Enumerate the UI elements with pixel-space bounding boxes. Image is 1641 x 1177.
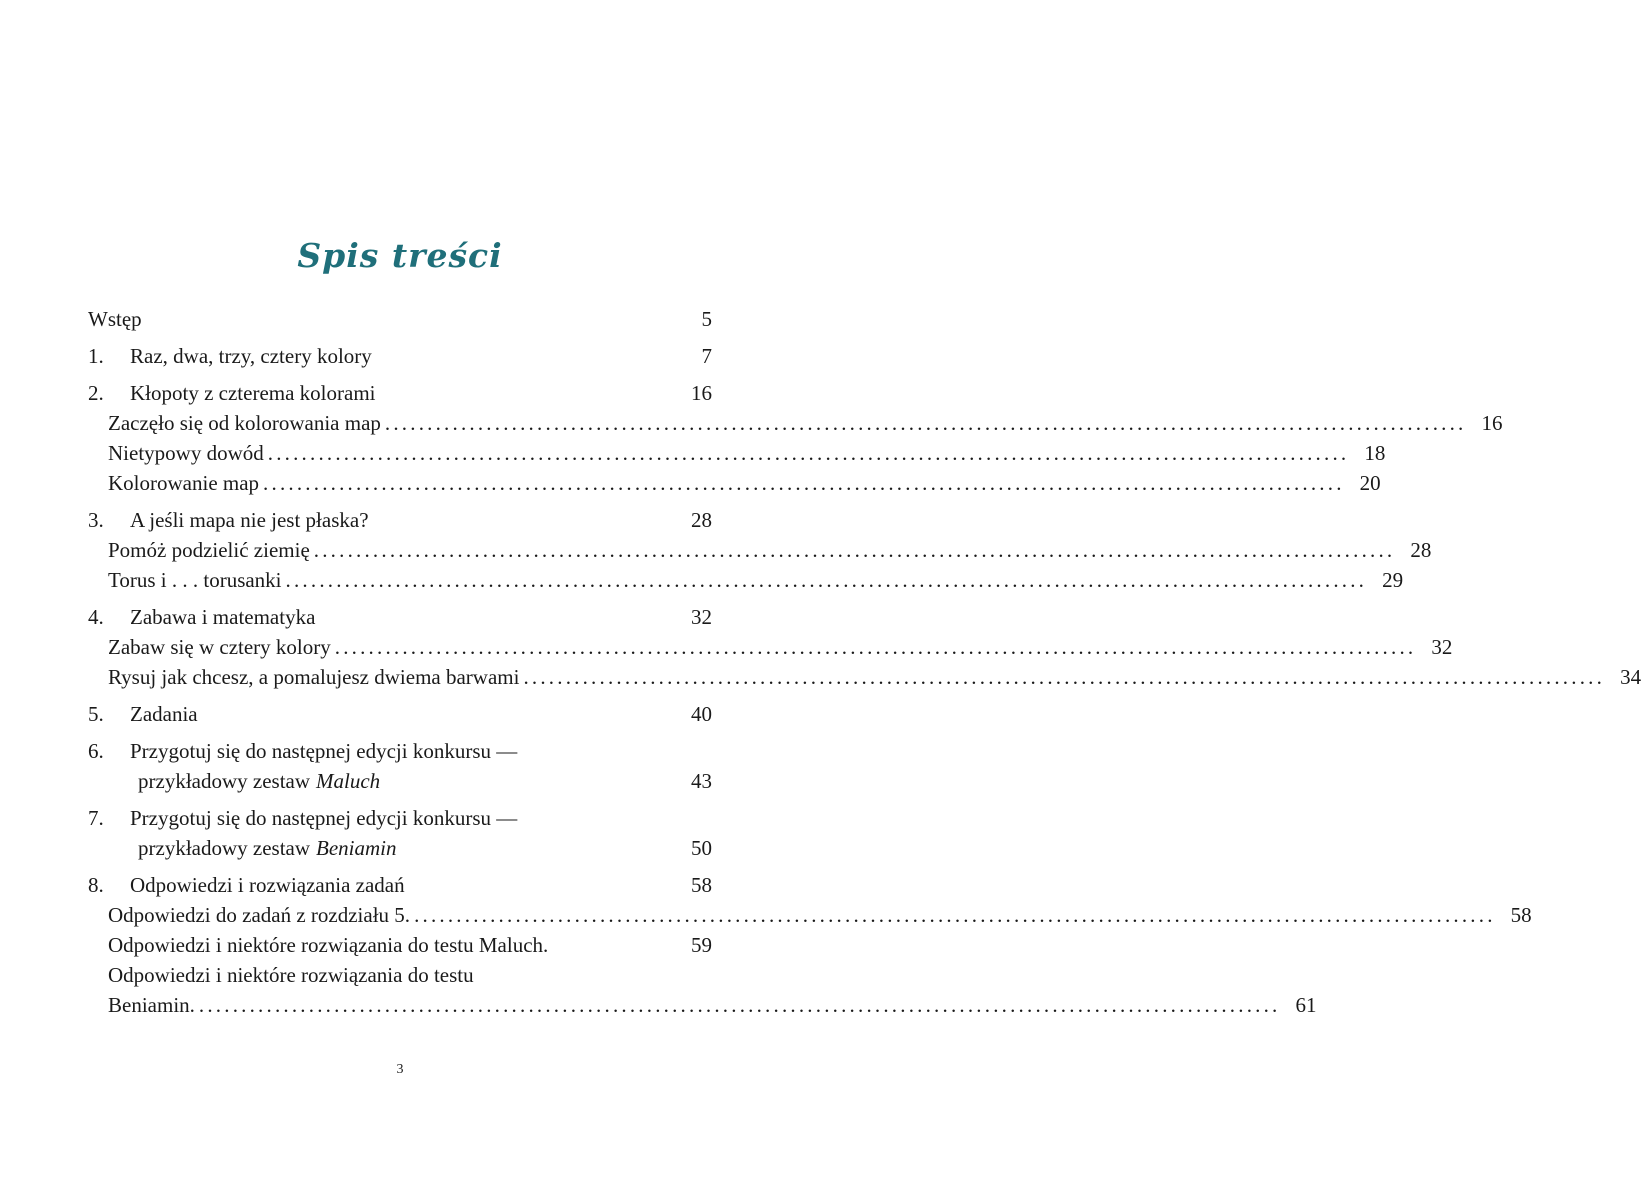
toc-entry-chapter-3 — [88, 505, 1432, 595]
toc-subentry[interactable] — [88, 930, 712, 960]
toc-page-number: 59 — [691, 933, 712, 957]
toc-subentry-label-continued: Beniamin. — [108, 993, 195, 1017]
toc-entry-label: Zabawa i matematyka — [130, 605, 316, 629]
toc-chapter-number: 8. — [88, 873, 104, 897]
toc-entry-introduction[interactable] — [88, 304, 712, 334]
toc-entry-chapter-6[interactable] — [88, 736, 712, 796]
toc-subentry-continued[interactable] — [88, 990, 1317, 1020]
toc-chapter-line[interactable] — [88, 505, 712, 535]
dot-leader: ................................................................................................................................ — [285, 568, 1368, 592]
toc-entry-chapter-4 — [88, 602, 1641, 692]
toc-subentry-label: Odpowiedzi i niektóre rozwiązania do testu Maluch. — [108, 933, 549, 957]
toc-subentry[interactable] — [88, 565, 1404, 595]
toc-subentry[interactable] — [88, 468, 1381, 498]
toc-page-number: 32 — [691, 605, 712, 629]
toc-page-number: 61 — [1295, 993, 1317, 1017]
toc-chapter-number: 6. — [88, 739, 104, 763]
toc-chapter-number: 4. — [88, 605, 104, 629]
toc-page-number: 34 — [1620, 665, 1641, 689]
toc-subentry[interactable] — [88, 632, 1453, 662]
toc-entry-chapter-8 — [88, 870, 1532, 1020]
dot-leader: ................................................................................................................................ — [313, 538, 1396, 562]
toc-subentry-label: Kolorowanie map — [108, 471, 260, 495]
toc-subentry-label: Zaczęło się od kolorowania map — [108, 411, 381, 435]
table-of-contents — [88, 304, 1641, 1020]
toc-chapter-line[interactable] — [88, 602, 712, 632]
toc-chapter-number: 5. — [88, 702, 104, 726]
toc-chapter-number: 1. — [88, 344, 104, 368]
toc-page-number: 50 — [691, 836, 712, 860]
toc-page-number: 32 — [1431, 635, 1453, 659]
toc-page-number: 20 — [1359, 471, 1381, 495]
toc-chapter-line[interactable] — [88, 378, 712, 408]
toc-page-number: 16 — [1481, 411, 1503, 435]
toc-subentry-label: Nietypowy dowód — [108, 441, 264, 465]
toc-page-number: 43 — [691, 769, 712, 793]
toc-entry-chapter-5[interactable] — [88, 699, 712, 729]
toc-page-number: 7 — [701, 344, 712, 368]
dot-leader: ................................................................................................................................ — [523, 665, 1606, 689]
toc-entry-label: Kłopoty z czterema kolorami — [130, 381, 376, 405]
toc-entry-chapter-1[interactable] — [88, 341, 712, 371]
toc-subentry-label: Odpowiedzi do zadań z rozdziału 5. — [108, 903, 411, 927]
toc-page-number: 58 — [691, 873, 712, 897]
toc-subentry-label: Odpowiedzi i niektóre rozwiązania do testu — [108, 963, 474, 987]
toc-chapter-line[interactable] — [88, 870, 712, 900]
toc-entry-label: Odpowiedzi i rozwiązania zadań — [130, 873, 405, 897]
toc-page-number: 58 — [1510, 903, 1532, 927]
toc-entry-label: Raz, dwa, trzy, cztery kolory — [130, 344, 372, 368]
dot-leader: ................................................................................................................................ — [414, 903, 1496, 927]
toc-subentry-label: Zabaw się w cztery kolory — [108, 635, 331, 659]
toc-subentry[interactable] — [88, 438, 1386, 468]
toc-subentry[interactable] — [88, 408, 1503, 438]
page-number: 3 — [396, 1062, 404, 1077]
toc-chapter-number: 7. — [88, 806, 104, 830]
dot-leader: ................................................................................................................................ — [198, 993, 1281, 1017]
toc-subentry[interactable] — [88, 900, 1532, 930]
dot-leader: ................................................................................................................................ — [334, 635, 1417, 659]
toc-subentry[interactable] — [88, 535, 1432, 565]
toc-chapter-number: 2. — [88, 381, 104, 405]
toc-entry-chapter-7[interactable] — [88, 803, 712, 863]
toc-subentry[interactable] — [88, 662, 1641, 692]
toc-entry-label: Zadania — [130, 702, 198, 726]
toc-page-number: 28 — [691, 508, 712, 532]
toc-entry-label: Przygotuj się do następnej edycji konkursu — — [130, 739, 518, 763]
toc-page-number: 29 — [1382, 568, 1404, 592]
toc-entry-label: Wstęp — [88, 307, 142, 331]
toc-entry-label-continued: przykładowy zestaw — [138, 836, 311, 860]
toc-page-number: 40 — [691, 702, 712, 726]
toc-entry-label: Przygotuj się do następnej edycji konkursu — — [130, 806, 518, 830]
toc-page-number: 16 — [691, 381, 712, 405]
toc-subentry-label: Torus i . . . torusanki — [108, 568, 282, 592]
toc-chapter-number: 3. — [88, 508, 104, 532]
dot-leader: ................................................................................................................................ — [263, 471, 1345, 495]
toc-entry-label-italic: Beniamin — [316, 836, 397, 860]
toc-entry-label: A jeśli mapa nie jest płaska? — [130, 508, 369, 532]
dot-leader: ................................................................................................................................ — [384, 411, 1467, 435]
toc-subentry-label: Rysuj jak chcesz, a pomalujesz dwiema barwami — [108, 665, 520, 689]
dot-leader: ................................................................................................................................ — [267, 441, 1350, 465]
toc-page-number: 28 — [1410, 538, 1432, 562]
toc-entry-label-italic: Maluch — [316, 769, 381, 793]
toc-entry-label-continued: przykładowy zestaw — [138, 769, 311, 793]
toc-subentry-label: Pomóż podzielić ziemię — [108, 538, 310, 562]
toc-page-number: 18 — [1364, 441, 1386, 465]
toc-entry-chapter-2 — [88, 378, 1503, 498]
page-title: Spis treści — [297, 236, 503, 275]
toc-subentry[interactable] — [88, 960, 712, 990]
toc-page-number: 5 — [701, 307, 712, 331]
